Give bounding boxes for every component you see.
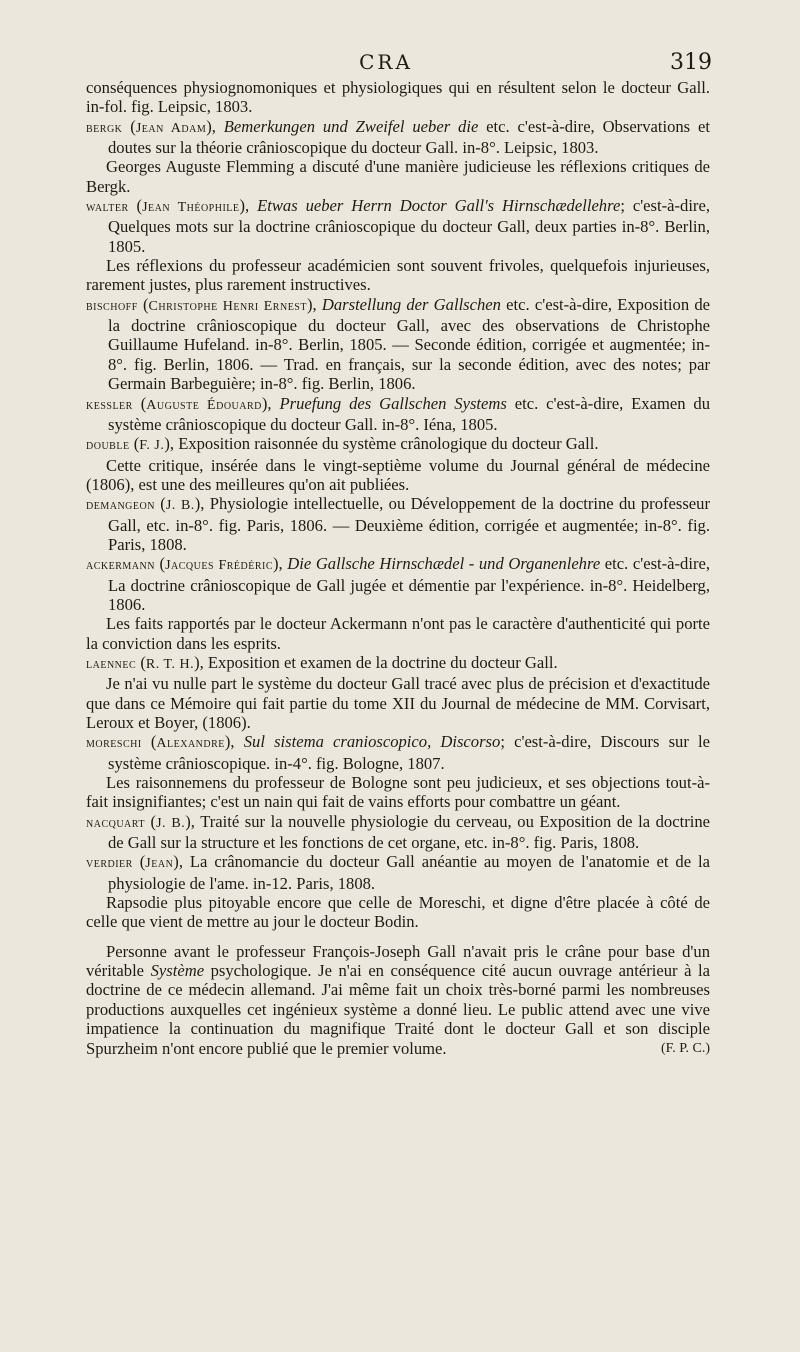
author-name: nacquart [86,815,145,831]
text-run: Les réflexions du professeur académicien sont souvent frivoles, quelquefois injurieuses, rarement justes, plus rarement instructives. [86,256,710,295]
running-title: CRA [359,50,413,74]
text-run: ( [122,116,136,136]
bibliography-entry [86,732,710,773]
author-name: J. B. [165,498,195,514]
author-name: R. T. H. [145,656,195,672]
bibliography-entry [86,852,710,893]
text-run: ), Physiologie intellectuelle, ou Développement de la doctrine du professeur Gall, etc. in-8°. fig. Paris, 1806. — Deuxième édition, corrigée et augmentée; in-8°. fig. Paris, 1808. [108,494,710,554]
text-run: etc. c'est-à-dire, Observations et doutes sur la théorie crânioscopique du docteur Gall. in-8°. Leipsic, 1803. [108,116,710,158]
bibliography-entry [86,494,710,554]
bibliography-entry [86,196,710,256]
author-name: F. J. [139,438,165,454]
text-run: ), La crânomancie du docteur Gall anéantie au moyen de l'anatomie et de la physiologie de l'ame. in-12. Paris, 1808. [108,852,710,893]
text-run: ( [132,852,146,872]
author-name: walter [86,200,129,216]
paragraph-gap [86,932,710,942]
author-name: Jean Théophile [142,200,240,216]
author-name: Auguste Édouard [146,397,262,413]
text-run: ( [154,494,166,514]
commentary-paragraph [86,674,710,732]
work-title: Système [150,961,205,981]
text-run: conséquences physiognomoniques et physiologiques qui en résultent selon le docteur Gall. in-fol. fig. Leipsic, 1803. [86,78,710,117]
bibliography-entry [86,554,710,614]
text-run: ( [141,732,157,752]
work-title: Sul sistema cranioscopico, Discorso [243,732,501,752]
author-name: Jean [145,856,174,872]
bibliography-entry [86,295,710,394]
commentary-paragraph [86,893,710,932]
bibliography-text [86,78,710,1058]
text-run: ( [137,294,149,314]
text-run: ; c'est-à-dire, Quelques mots sur la doctrine crânioscopique du docteur Gall, deux parties in-8°. Berlin, 1805. [108,196,710,256]
author-name: Jean Adam [135,120,207,136]
text-run: ( [128,196,143,216]
author-name: ackermann [86,558,155,574]
text-run: ), [306,294,322,314]
commentary-paragraph [86,614,710,653]
author-name: bergk [86,120,123,136]
author-name: Alexandre [156,736,225,752]
text-run: ( [154,554,166,574]
text-run: ), [273,554,288,574]
continued-text [86,78,710,117]
commentary-paragraph [86,456,710,495]
work-title: Darstellung der Gallschen [321,294,501,314]
work-title: Etwas ueber Herrn Doctor Gall's Hirnschædellehre [257,196,621,216]
text-run: ; c'est-à-dire, Discours sur le système crânioscopique. in-4°. fig. Bologne, 1807. [108,732,710,773]
text-run: psychologique. Je n'ai en conséquence cité aucun ouvrage antérieur à la doctrine de ce médecin allemand. J'ai même fait un choix très-borné parmi les nombreuses productions auxquelles cet ingénieux système a donné lieu. Le public attend avec une vive impatience la continuation du magnifique Traité dont le docteur Gall et son disciple Spurzheim n'ont encore publié que le premier volume. [86,961,710,1058]
commentary-paragraph [86,942,710,1058]
commentary-paragraph [86,157,710,196]
text-run: ( [144,811,157,831]
text-run: ), [239,196,258,216]
author-name: Christophe Henri Ernest [148,298,307,314]
commentary-paragraph [86,256,710,295]
text-run: ), [224,732,244,752]
text-run: ), Traité sur la nouvelle physiologie du cerveau, ou Exposition de la doctrine de Gall sur la structure et les fonctions de cet organe, etc. in-8°. fig. Paris, 1808. [108,811,710,853]
author-name: bischoff [86,298,138,314]
work-title: Pruefung des Gallschen Systems [279,393,507,413]
author-name: kessler [86,397,133,413]
text-run: ), Exposition raisonnée du système crânologique du docteur Gall. [164,434,599,454]
author-name: J. B. [156,815,186,831]
commentary-paragraph [86,773,710,812]
text-run: Georges Auguste Flemming a discuté d'une manière judicieuse les réflexions critiques de Bergk. [86,157,710,196]
page-number: 319 [670,50,712,75]
text-run: Les raisonnemens du professeur de Bologne sont peu judicieux, et ses objections tout-à-fait insignifiantes; c'est un nain qui fait de vains efforts pour combattre un géant. [86,773,710,812]
author-name: demangeon [86,498,155,514]
text-run: ( [129,434,140,454]
text-run: Rapsodie plus pitoyable encore que celle de Moreschi, et digne d'être placée à côté de celle que vient de mettre au jour le docteur Bodin. [86,893,710,932]
text-run: etc. c'est-à-dire, La doctrine crânioscopique de Gall jugée et démentie par l'expérience. in-8°. Heidelberg, 1806. [108,554,710,614]
author-name: verdier [86,856,133,872]
text-run: ( [136,652,146,672]
text-run: ), [261,393,280,413]
text-run: ( [132,393,147,413]
text-run: Les faits rapportés par le docteur Ackermann n'ont pas le caractère d'authenticité qui porte la conviction dans les esprits. [86,614,710,653]
text-run: etc. c'est-à-dire, Exposition de la doctrine crânioscopique du docteur Gall, avec des observations de Christophe Guillaume Hufeland. in-8°. Berlin, 1805. — Seconde édition, corrigée et augmentée; in-8°. fig. Berlin, 1806. — Trad. en français, sur la seconde édition, avec des notes; par Germain Barbeguière; in-8°. fig. Berlin, 1806. [108,294,710,394]
running-header [60,50,712,76]
text-run: etc. c'est-à-dire, Examen du système crânioscopique du docteur Gall. in-8°. Iéna, 1805. [108,393,711,434]
bibliography-entry [86,434,710,455]
bibliography-entry [86,653,710,674]
bibliography-entry [86,812,710,853]
text-run: Personne avant le professeur François-Joseph Gall n'avait pris le crâne pour base d'un véritable [86,941,710,981]
bibliography-entry [86,117,710,158]
author-name: moreschi [86,736,142,752]
text-run: ), Exposition et examen de la doctrine du docteur Gall. [194,652,558,672]
text-run: Je n'ai vu nulle part le système du docteur Gall tracé avec plus de précision et d'exactitude que dans ce Mémoire qui fait partie du tome XII du Journal de médecine de MM. Corvisart, Leroux et Boyer, (1806). [86,674,710,732]
work-title: Die Gallsche Hirnschædel - und Organenlehre [287,554,601,574]
text-run: Cette critique, insérée dans le vingt-septième volume du Journal général de médecine (1806), est une des meilleures qu'on ait publiées. [86,455,710,494]
author-name: Jacques Frédéric [165,558,274,574]
work-title: Bemerkungen und Zweifel ueber die [223,116,479,136]
author-name: laennec [86,656,137,672]
text-run: ), [206,116,224,136]
signature: (F. P. C.) [660,1040,710,1056]
author-name: double [86,438,130,454]
bibliography-entry [86,394,710,435]
